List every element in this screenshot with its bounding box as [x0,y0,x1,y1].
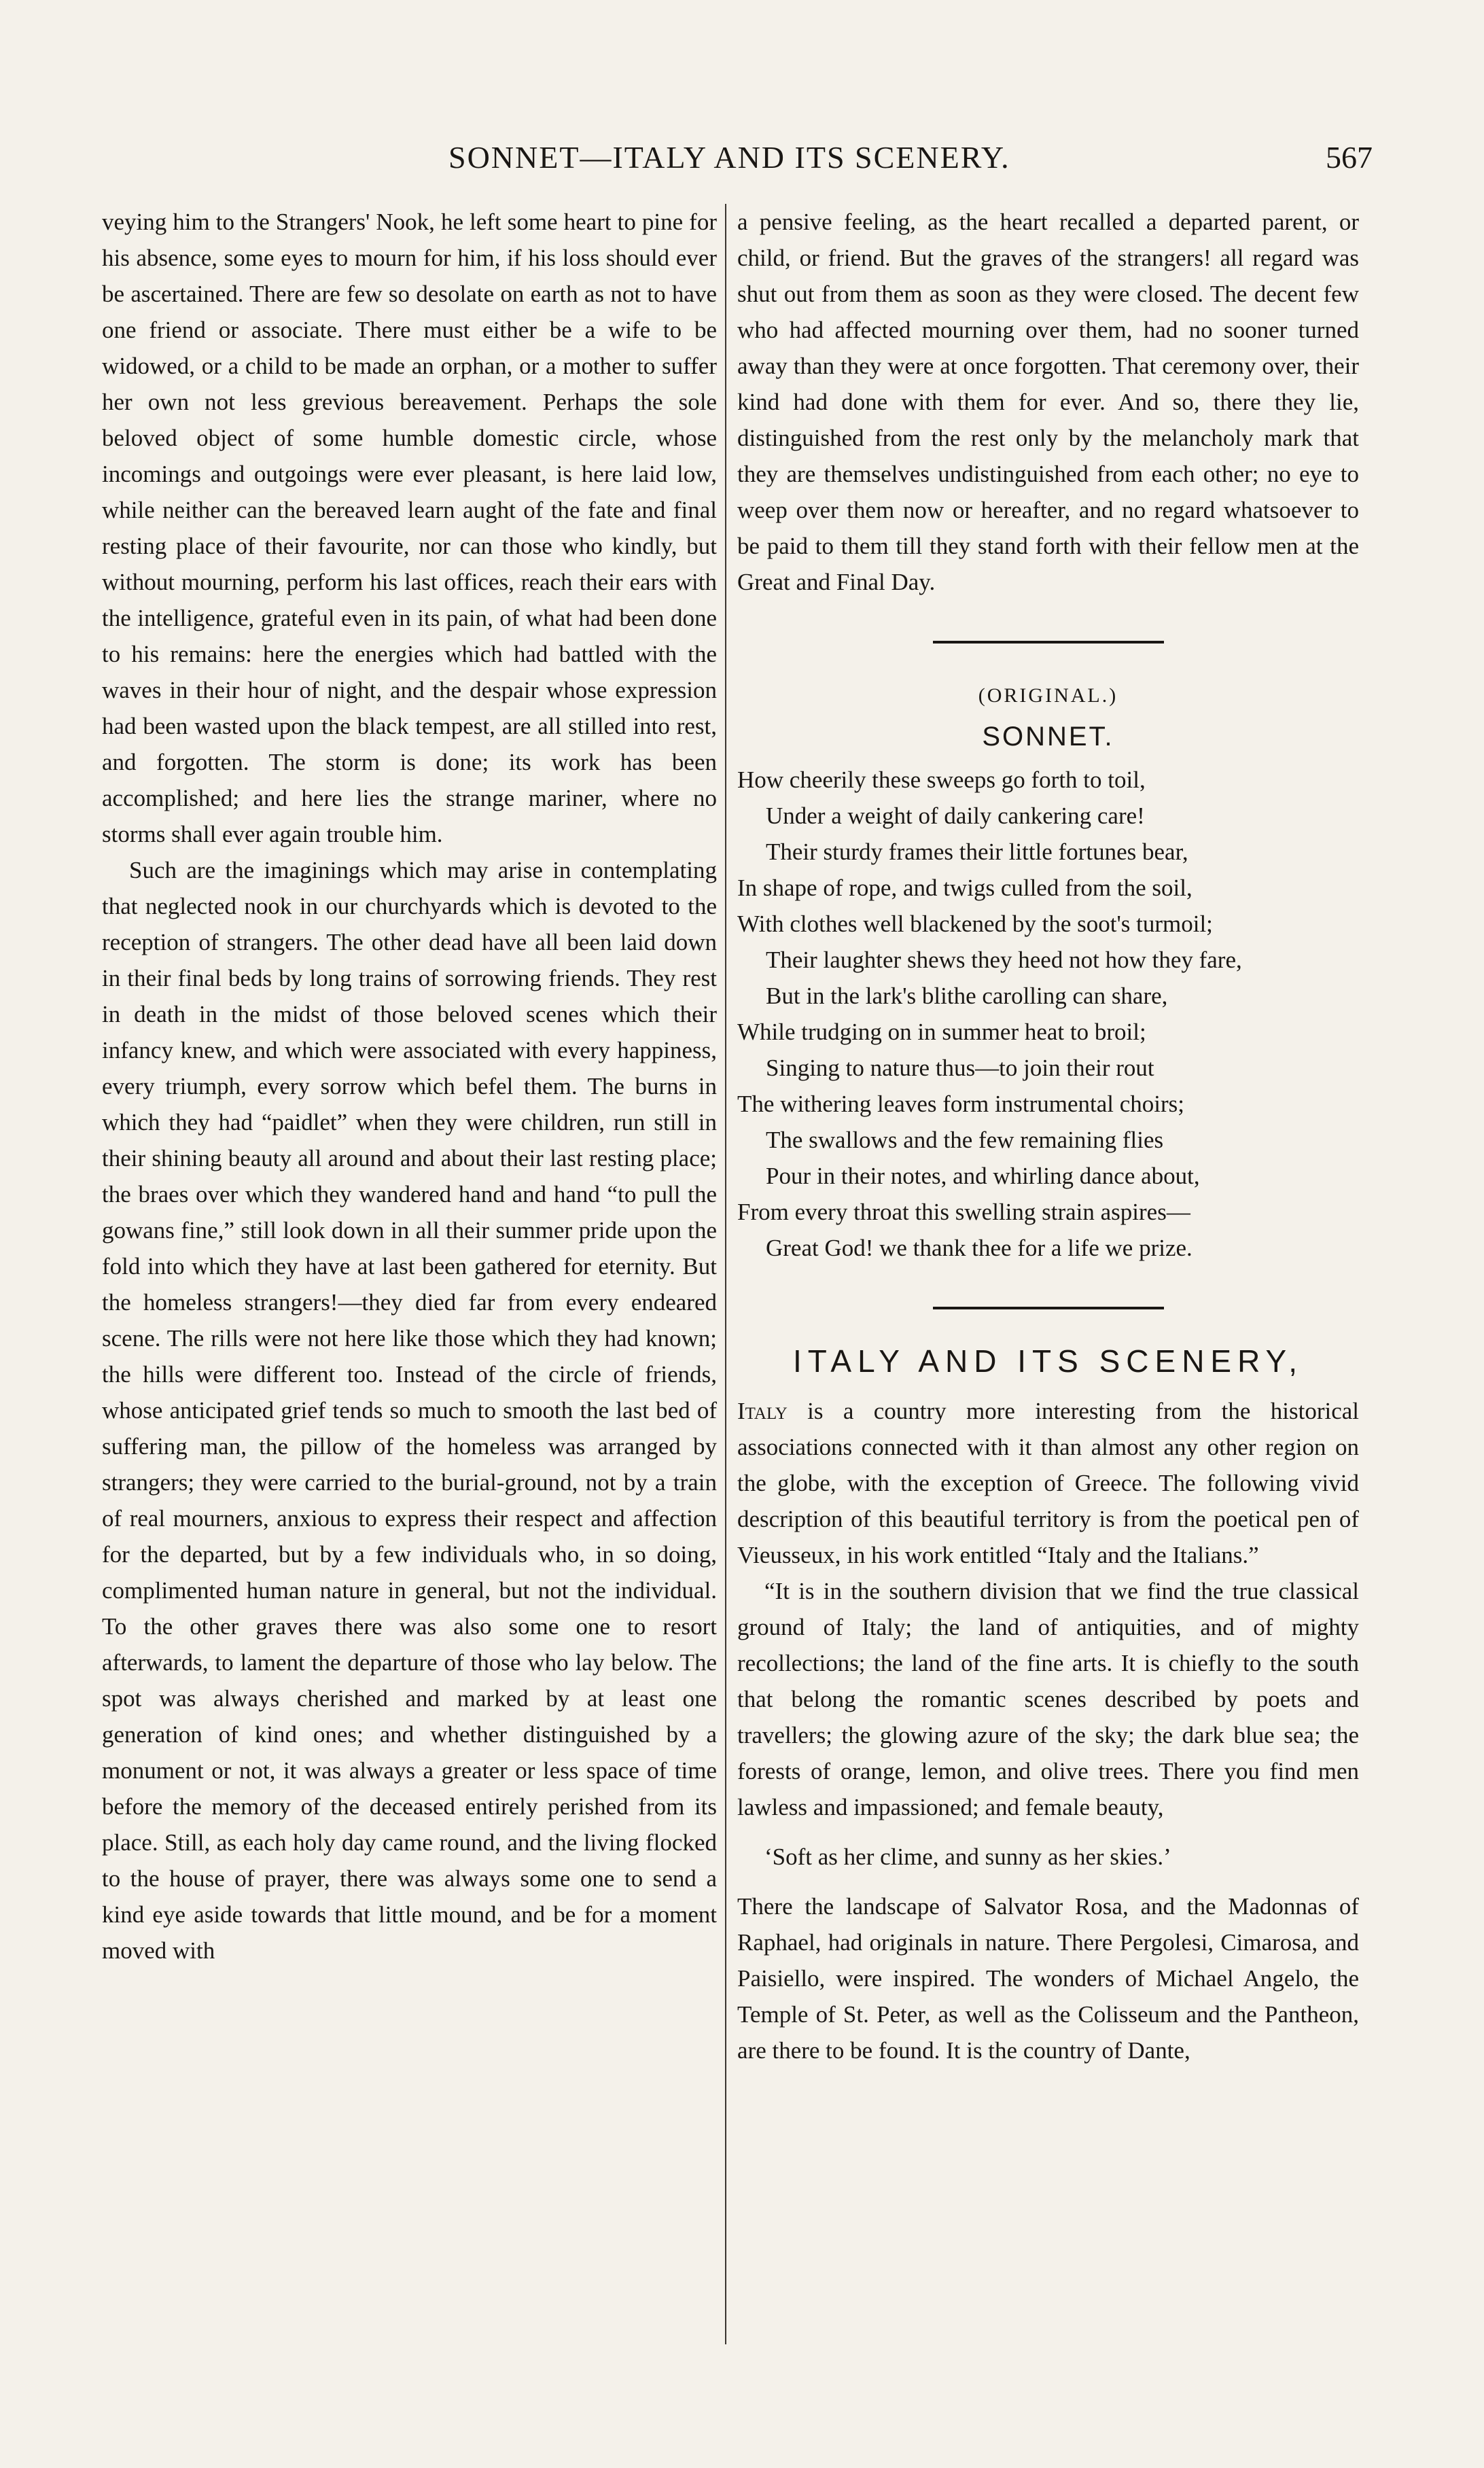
verse-line: Their laughter shews they heed not how they fare, [766,947,1242,973]
paragraph: “It is in the southern division that we find the true classical ground of Italy; the land of antiquities, and of mighty recollections; the land of the fine arts. It is chiefly to the south that belong the romantic scenes described by poets and travellers; the glowing azure of the sky; the dark blue sea; the forests of orange, lemon, and olive trees. There you find men lawless and impassioned; and female beauty, [737,1578,1359,1820]
verse-line: Singing to nature thus—to join their rout [766,1055,1154,1081]
article-title: ITALY AND ITS SCENERY, [792,1343,1304,1379]
paragraph: veying him to the Strangers' Nook, he left some heart to pine for his absence, some eyes to mourn for him, if his loss should ever be ascertained. There are few so desolate on earth as not to have one friend or associate. There must either be a wife to be widowed, or a child to be made an orphan, or a mother to suffer her own not less grevious bereavement. Perhaps the sole beloved object of some humble domestic circle, whose incomings and outgoings were ever pleasant, is here laid low, while neither can the bereaved learn aught of the fate and final resting place of their favourite, nor can those who kindly, but without mourning, perform his last offices, reach their ears with the intelligence, grateful even in its pain, of what had been done to his remains: here the energies which had battled with the waves in their hour of night, and the despair whose expression had been wasted upon the black tempest, are all stilled into rest, and forgotten. The storm is done; its work has been accomplished; and here lies the strange mariner, where no storms shall ever again trouble him. [102,209,717,847]
sonnet-verse [737,762,1359,1266]
verse-line: The withering leaves form instrumental choirs; [737,1091,1185,1117]
paragraph: a pensive feeling, as the heart recalled a departed parent, or child, or friend. But the graves of the strangers! all regard was shut out from them as soon as they were closed. The decent few who had affected mourning over them, had no sooner turned away than they were at once forgotten. That ceremony over, their kind had done with them for ever. And so, there they lie, distinguished from the rest only by the melancholy mark that they are themselves undistinguished from each other; no eye to weep over them now or hereafter, and no regard whatsoever to be paid to them till they stand forth with their fellow men at the Great and Final Day. [737,209,1359,595]
page-header [102,139,1373,180]
verse-line: From every throat this swelling strain aspires— [737,1199,1190,1225]
left-column [102,204,717,1969]
paragraph: Such are the imaginings which may arise in contemplating that neglected nook in our churchyards which is devoted to the reception of strangers. The other dead have all been laid down in their final beds by long trains of sorrowing friends. They rest in death in the midst of those beloved scenes which their infancy knew, and which were associated with every happiness, every triumph, every sorrow which befel them. The burns in which they had “paidlet” when they were children, run still in their shining beauty all around and about their last resting place; the braes over which they wandered hand and hand “to pull the gowans fine,” still look down in all their summer pride upon the fold into which they have at last been gathered for eternity. But the homeless strangers!—they died far from every endeared scene. The rills were not here like those which they had known; the hills were different too. Instead of the circle of friends, whose anticipated grief tends so much to smooth the last bed of suffering man, the pillow of the homeless was arranged by strangers; they were carried to the burial-ground, not by a train of real mourners, anxious to express their respect and affection for the departed, but by a few individuals who, in so doing, complimented human nature in general, but not the individual. To the other graves there was also some one to resort afterwards, to lament the departure of those who lay below. The spot was always cherished and marked by at least one generation of kind ones; and whether distinguished by a monument or not, it was always a greater or less space of time before the memory of the deceased entirely perished from its place. Still, as each holy day came round, and the living flocked to the house of prayer, there was always some one to send a kind eye aside towards that little mound, and be for a moment moved with [102,857,717,1964]
running-title: SONNET—ITALY AND ITS SCENERY. [448,140,1010,175]
lead-word: Italy [737,1398,788,1424]
right-column [737,204,1359,2068]
section-rule [933,641,1164,644]
paragraph-text: is a country more interesting from the historical associations connected with it than almost any other region on the globe, with the exception of Greece. The following vivid description of this beautiful territory is from the poetical pen of Vieusseux, in his work entitled “Italy and the Italians.” [737,1398,1360,1568]
verse-line: Their sturdy frames their little fortunes bear, [766,839,1188,865]
verse-line: How cheerily these sweeps go forth to toil, [737,766,1146,793]
verse-line: While trudging on in summer heat to broil; [737,1019,1146,1045]
paragraph [737,1393,1359,1573]
verse-line: But in the lark's blithe carolling can share, [766,983,1168,1009]
verse-line: Great God! we thank thee for a life we prize. [766,1235,1192,1261]
verse-line: Under a weight of daily cankering care! [766,803,1145,829]
verse-line: With clothes well blackened by the soot's turmoil; [737,911,1213,937]
verse-line: Pour in their notes, and whirling dance about, [766,1163,1200,1189]
section-rule [933,1307,1164,1309]
verse-line: In shape of rope, and twigs culled from the soil, [737,875,1192,901]
column-divider [725,204,726,2344]
page-number: 567 [1326,140,1373,175]
paragraph: There the landscape of Salvator Rosa, and the Madonnas of Raphael, had originals in nature. There Pergolesi, Cimarosa, and Paisiello, were inspired. The wonders of Michael Angelo, the Temple of St. Peter, as well as the Colisseum and the Pantheon, are there to be found. It is the country of Dante, [737,1893,1359,2064]
block-quote: ‘Soft as her clime, and sunny as her skies.’ [764,1844,1171,1870]
sonnet-title: SONNET. [982,722,1114,752]
original-label: (ORIGINAL.) [978,684,1118,707]
verse-line: The swallows and the few remaining flies [766,1127,1164,1153]
